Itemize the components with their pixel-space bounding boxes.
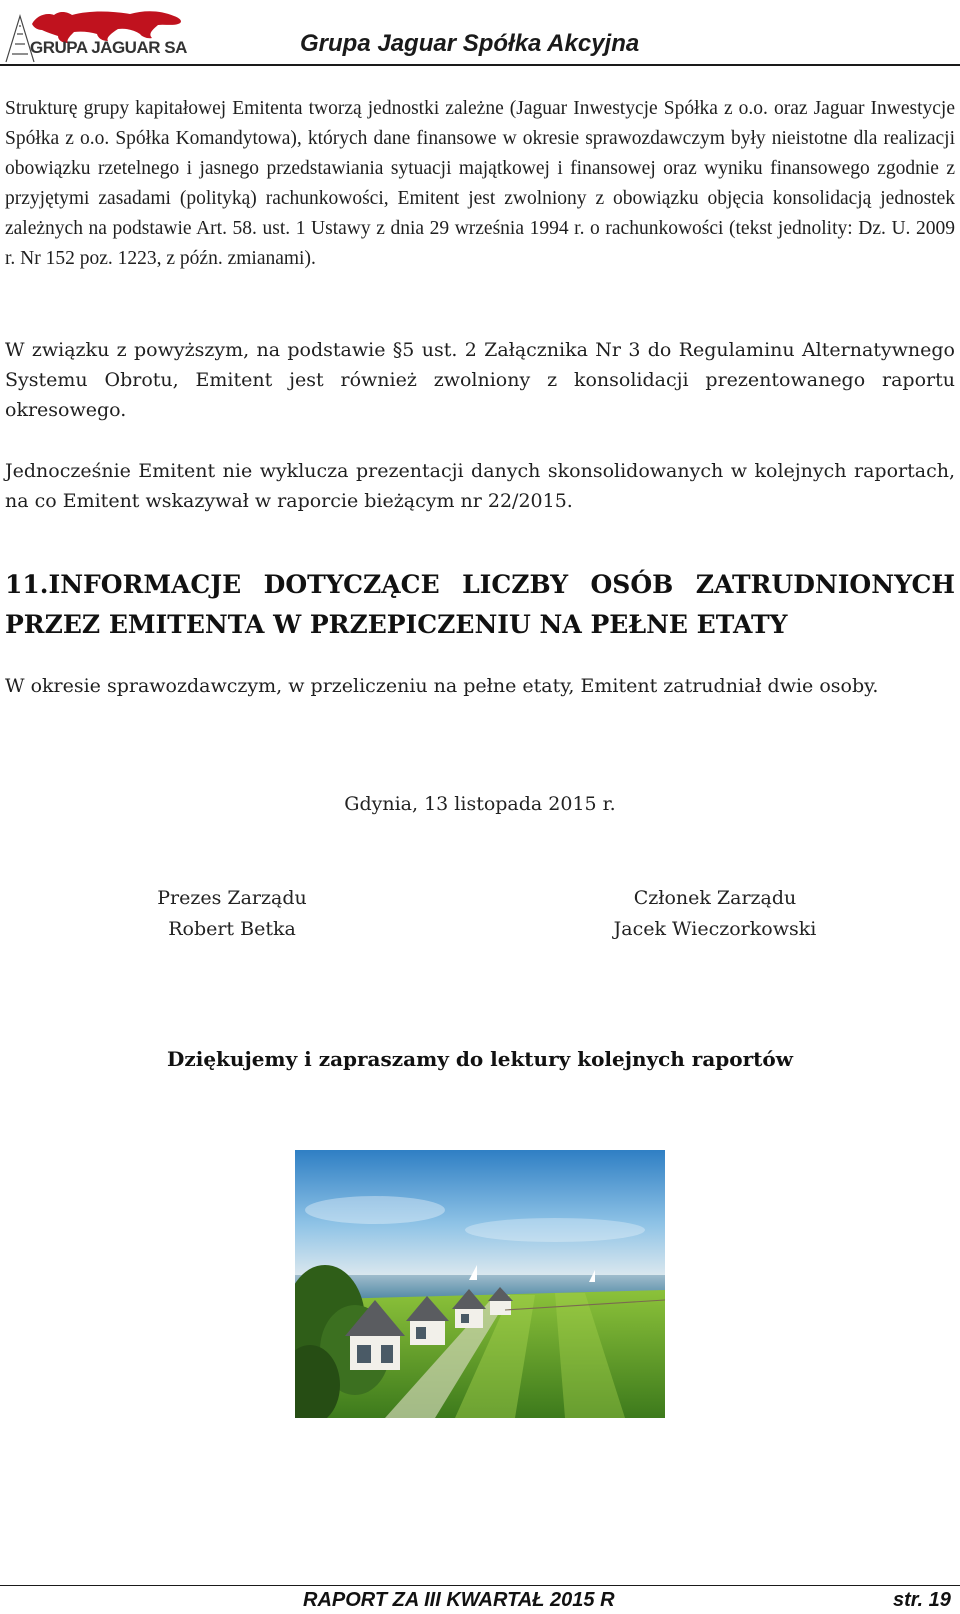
- header-title: Grupa Jaguar Spółka Akcyjna: [300, 30, 640, 57]
- property-photo: [295, 1150, 665, 1418]
- logo-text: GRUPA JAGUAR SA: [30, 38, 187, 57]
- page-header: [0, 0, 960, 68]
- signature-right-name: Jacek Wieczorkowski: [613, 918, 817, 940]
- footer-report-title: RAPORT ZA III KWARTAŁ 2015 R: [303, 1589, 615, 1611]
- page-footer: [0, 1585, 960, 1614]
- paragraph-consolidated-data: Jednocześnie Emitent nie wyklucza prezentacji danych skonsolidowanych w kolejnych raportach, na co Emitent wskazywał w raporcie bieżącym nr 22/2015.: [5, 460, 955, 512]
- signature-right: [535, 883, 895, 945]
- header-divider: [0, 64, 960, 66]
- paragraph-employment: W okresie sprawozdawczym, w przeliczeniu na pełne etaty, Emitent zatrudniał dwie osoby.: [5, 675, 879, 697]
- seaside-houses-image: [295, 1150, 665, 1418]
- signature-left-role: Prezes Zarządu: [157, 887, 307, 909]
- paragraph-consolidation-exemption: W związku z powyższym, na podstawie §5 ust. 2 Załącznika Nr 3 do Regulaminu Alternatywnego Systemu Obrotu, Emitent jest również zwolniony z konsolidacji prezentowanego raportu okresowego.: [5, 339, 955, 421]
- closing-thanks: Dziękujemy i zapraszamy do lektury kolejnych raportów: [167, 1047, 793, 1071]
- section-heading-employment: 11.INFORMACJE DOTYCZĄCE LICZBY OSÓB ZATRUDNIONYCH PRZEZ EMITENTA W PRZEPICZENIU NA PEŁNE ETATY: [5, 570, 955, 639]
- paragraph-group-structure: Strukturę grupy kapitałowej Emitenta tworzą jednostki zależne (Jaguar Inwestycje Spółka z o.o. oraz Jaguar Inwestycje Spółka z o.o. Spółka Komandytowa), których dane finansowe w okresie sprawozdawczym były nieistotne dla realizacji obowiązku rzetelnego i jasnego przedstawiania sytuacji majątkowej i finansowej oraz wyniku finansowego zgodnie z przyjętymi zasadami (polityką) rachunkowości, Emitent jest zwolniony z obowiązku objęcia konsolidacją jednostek zależnych na podstawie Art. 58. ust. 1 Ustawy z dnia 29 września 1994 r. o rachunkowości (tekst jednolity: Dz. U. 2009 r. Nr 152 poz. 1223, z późn. zmianami).: [5, 98, 955, 269]
- footer-page-number: str. 19: [893, 1589, 951, 1611]
- signature-left-name: Robert Betka: [168, 918, 296, 940]
- signature-left: [52, 883, 412, 945]
- signature-right-role: Członek Zarządu: [633, 887, 797, 909]
- footer-divider: [0, 1585, 960, 1586]
- place-and-date: Gdynia, 13 listopada 2015 r.: [344, 793, 616, 815]
